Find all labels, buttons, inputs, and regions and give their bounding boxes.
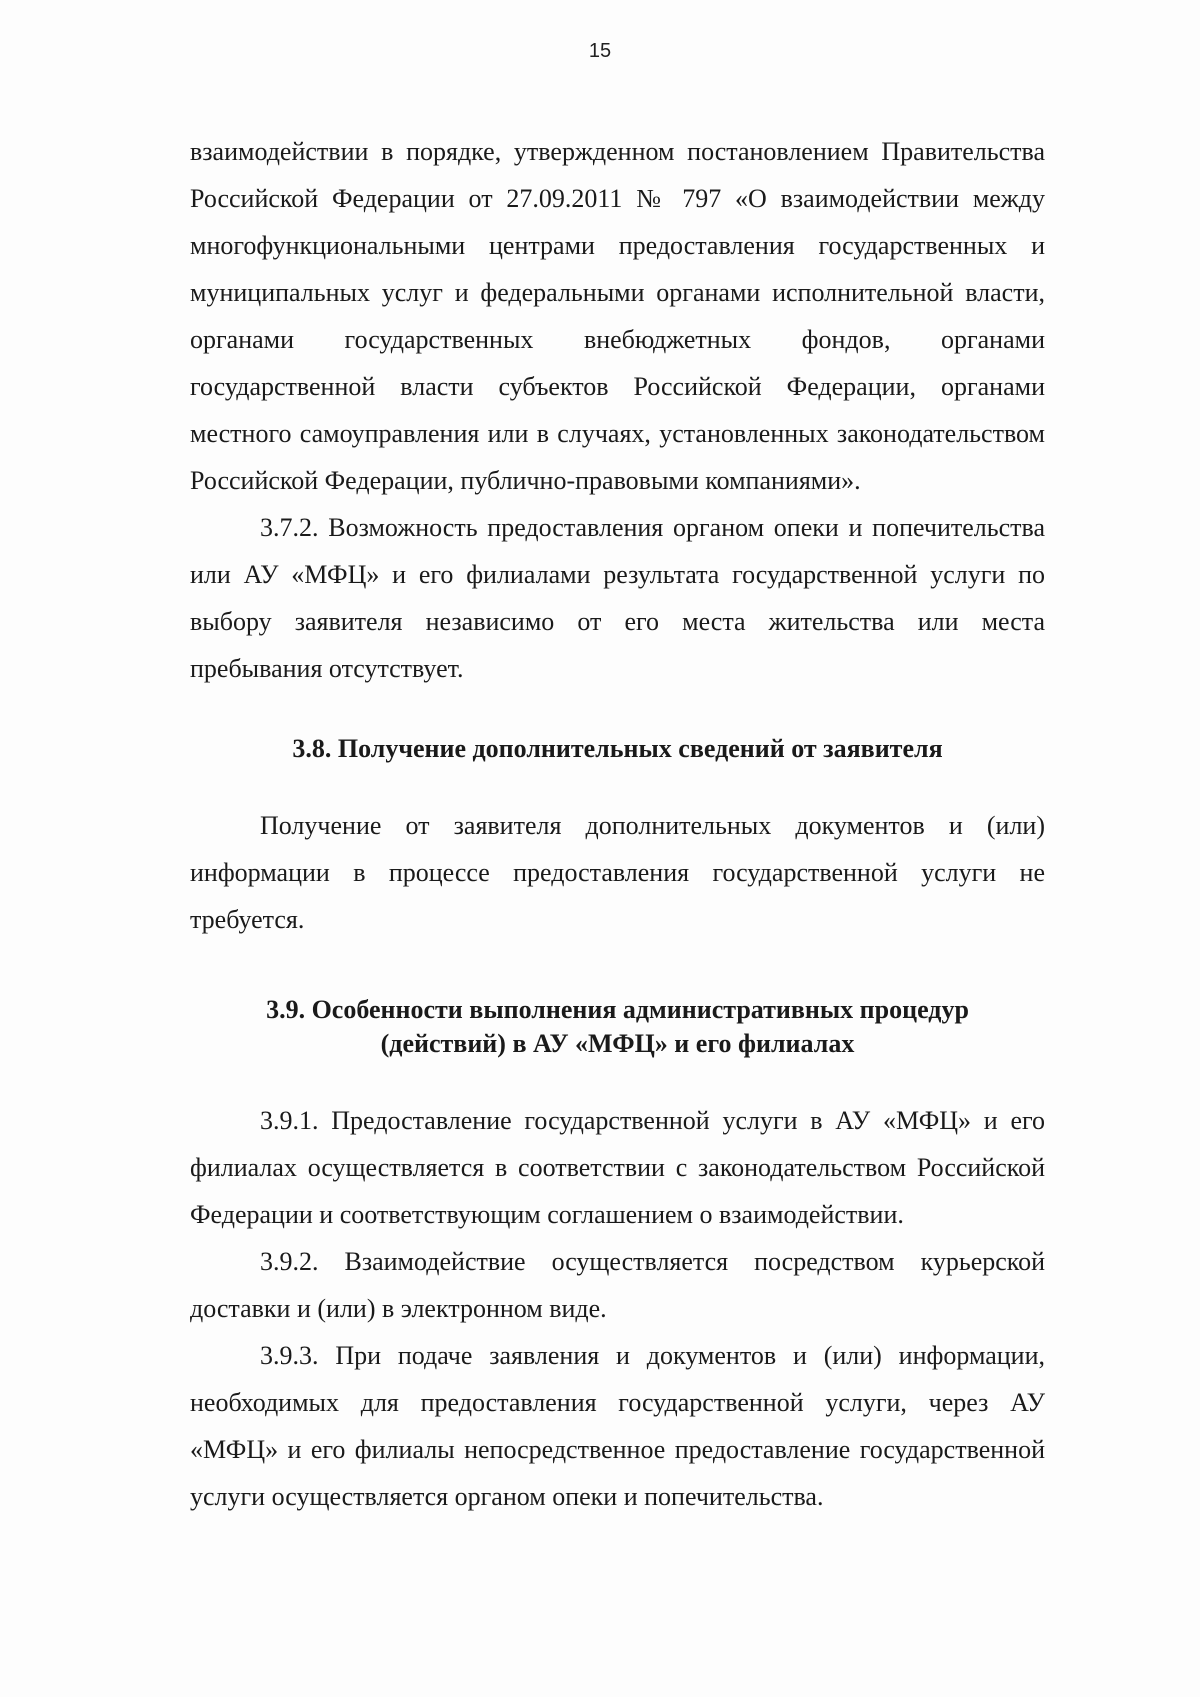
section-heading-3-9-line2: (действий) в АУ «МФЦ» и его филиалах bbox=[380, 1029, 855, 1058]
document-body bbox=[190, 128, 1045, 1520]
paragraph-3-8: Получение от заявителя дополнительных документов и (или) информации в процессе предоставления государственной услуги не требуется. bbox=[190, 811, 1045, 934]
paragraph-continuation: взаимодействии в порядке, утвержденном постановлением Правительства Российской Федерации от 27.09.2011 № 797 «О взаимодействии между многофункциональными центрами предоставления государственных и муниципальных услуг и федеральными органами исполнительной власти, органами государственных внебюджетных фондов, органами государственной власти субъектов Российской Федерации, органами местного самоуправления или в случаях, установленных законодательством Российской Федерации, публично-правовыми компаниями». bbox=[190, 137, 1045, 495]
paragraph-3-7-2: 3.7.2. Возможность предоставления органом опеки и попечительства или АУ «МФЦ» и его филиалами результата государственной услуги по выбору заявителя независимо от его места жительства или места пребывания отсутствует. bbox=[190, 513, 1045, 683]
section-heading-3-8: 3.8. Получение дополнительных сведений от заявителя bbox=[292, 734, 943, 763]
paragraph-3-9-2: 3.9.2. Взаимодействие осуществляется посредством курьерской доставки и (или) в электронном виде. bbox=[190, 1247, 1045, 1323]
page-number: 15 bbox=[588, 40, 612, 62]
section-heading-3-9-line1: 3.9. Особенности выполнения административных процедур bbox=[266, 995, 969, 1024]
paragraph-3-9-3: 3.9.3. При подаче заявления и документов и (или) информации, необходимых для предоставления государственной услуги, через АУ «МФЦ» и его филиалы непосредственное предоставление государственной услуги осуществляется органом опеки и попечительства. bbox=[190, 1341, 1045, 1511]
paragraph-3-9-1: 3.9.1. Предоставление государственной услуги в АУ «МФЦ» и его филиалах осуществляется в соответствии с законодательством Российской Федерации и соответствующим соглашением о взаимодействии. bbox=[190, 1106, 1045, 1229]
section-heading-3-9 bbox=[190, 993, 1045, 1061]
